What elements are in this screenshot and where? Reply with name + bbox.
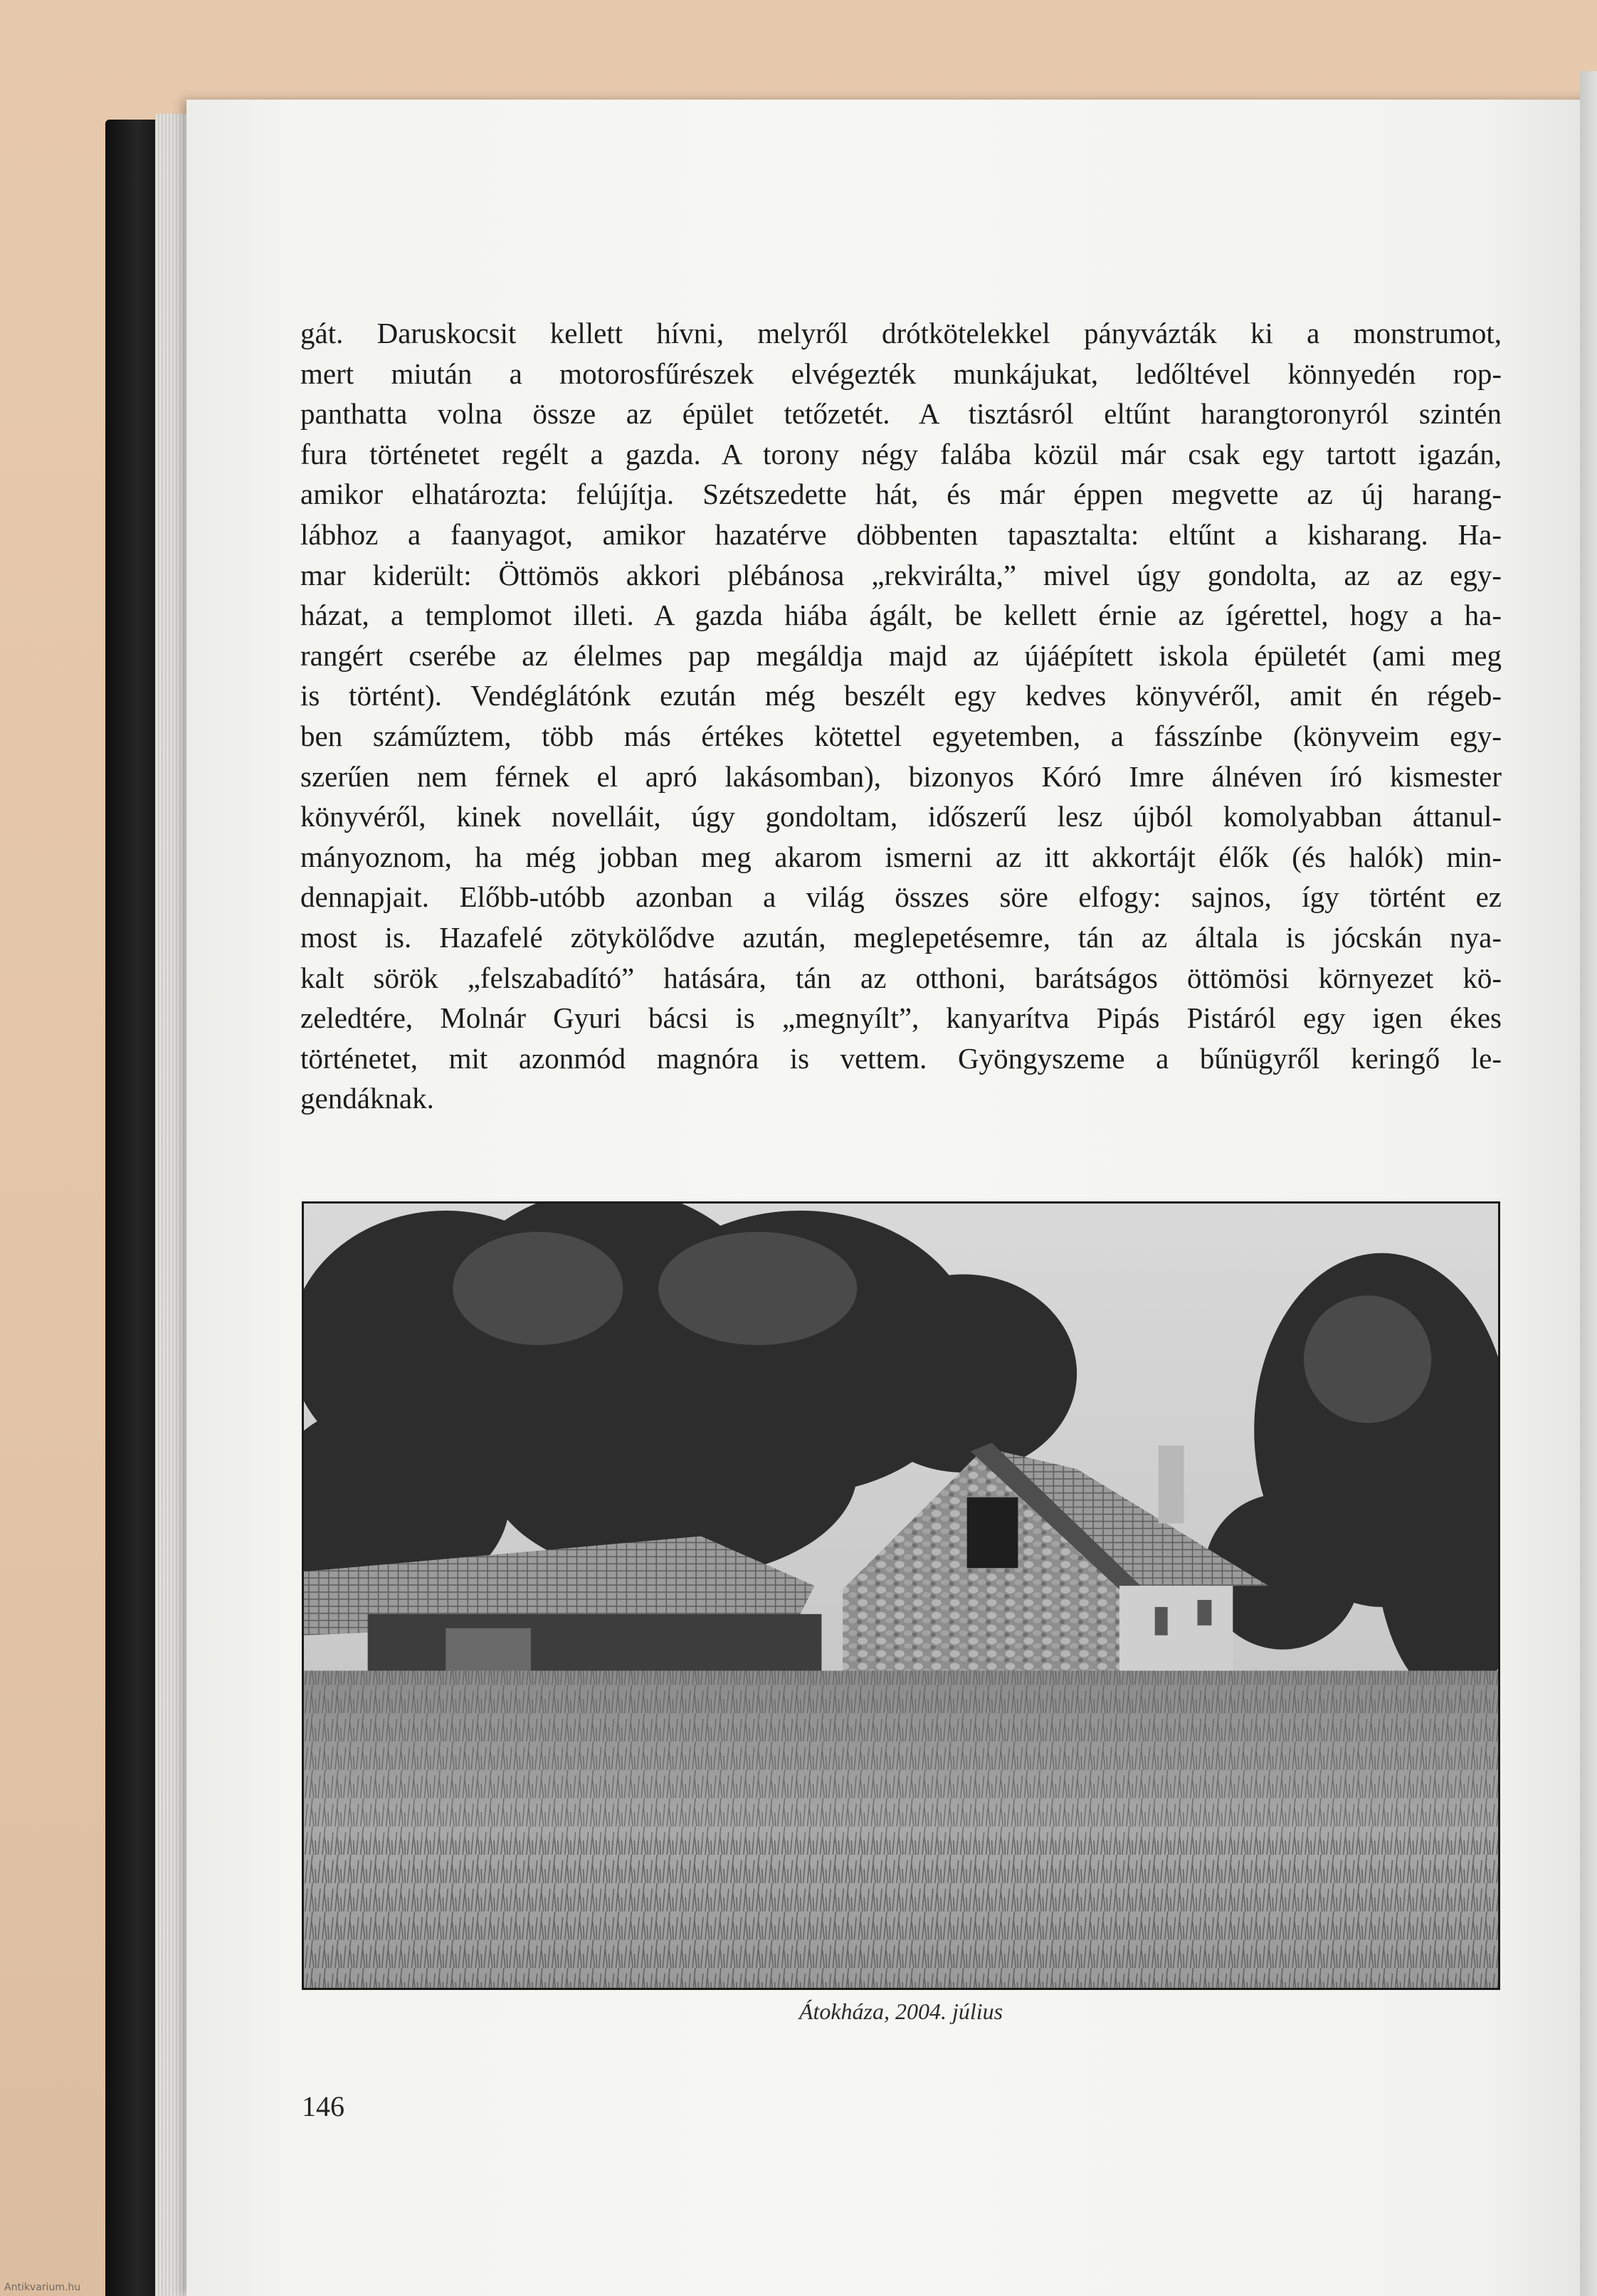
photo-caption: Átokháza, 2004. július <box>798 1999 1003 2024</box>
text-line: dennapjait. Előbb-utóbb azonban a világ összes söre elfogy: sajnos, így történt ez <box>300 880 1502 914</box>
text-line: történetet, mit azonmód magnóra is vettem. Gyöngyszeme a bűnügyről keringő le- <box>300 1041 1502 1075</box>
house-photograph <box>302 1201 1500 1990</box>
watermark: Antikvarium.hu <box>4 2282 81 2293</box>
text-line: könyvéről, kinek novelláit, úgy gondoltam, időszerű lesz újból komolyabban áttanul- <box>300 800 1502 833</box>
next-page-edge <box>1580 71 1597 2296</box>
text-line: mányoznom, ha még jobban meg akarom ismerni az itt akkortájt élők (és halók) min- <box>300 840 1502 873</box>
text-line: zeledtére, Molnár Gyuri bácsi is „megnyílt”, kanyarítva Pipás Pistáról egy igen ékes <box>300 1001 1502 1035</box>
page-edges <box>155 114 189 2296</box>
text-line: rangért cserébe az élelmes pap megáldja majd az újáépített iskola épületét (ami meg <box>300 638 1502 672</box>
text-line: kalt sörök „felszabadító” hatására, tán az otthoni, barátságos öttömösi környezet kö- <box>300 961 1502 994</box>
text-line: lábhoz a faanyagot, amikor hazatérve döbbenten tapasztalta: eltűnt a kisharang. Ha- <box>300 517 1502 551</box>
body-text <box>300 313 1502 1119</box>
text-line: házat, a templomot illeti. A gazda hiába ágált, be kellett érnie az ígérettel, hogy a ha- <box>300 599 1502 632</box>
text-line: gendáknak. <box>300 1082 434 1115</box>
text-line: most is. Hazafelé zötykölődve azután, meglepetésemre, tán az általa is jócskán nya- <box>300 920 1502 954</box>
text-line: fura történetet regélt a gazda. A torony négy falába közül már csak egy tartott igazán, <box>300 437 1502 470</box>
text-line: panthatta volna össze az épület tetőzetét. A tisztásról eltűnt harangtoronyról szintén <box>300 397 1502 431</box>
text-line: szerűen nem férnek el apró lakásomban), bizonyos Kóró Imre álnéven író kismester <box>300 759 1502 793</box>
text-line: mar kiderült: Öttömös akkori plébánosa „rekvirálta,” mivel úgy gondolta, az az egy- <box>300 558 1502 591</box>
text-line: amikor elhatározta: felújítja. Szétszedette hát, és már éppen megvette az új harang- <box>300 478 1502 511</box>
text-line: mert miután a motorosfűrészek elvégezték munkájukat, ledőltével könnyedén rop- <box>300 357 1502 390</box>
text-line: is történt). Vendéglátónk ezután még beszélt egy kedves könyvéről, amit én régeb- <box>300 679 1502 712</box>
text-line: gát. Daruskocsit kellett hívni, melyről drótkötelekkel pányvázták ki a monstrumot, <box>300 317 1502 349</box>
text-line: ben száműztem, több más értékes kötettel egyetemben, a fásszínbe (könyveim egy- <box>300 719 1502 752</box>
page-number: 146 <box>302 2090 344 2122</box>
house-photo-image <box>304 1204 1498 1988</box>
book-spine <box>105 120 159 2296</box>
